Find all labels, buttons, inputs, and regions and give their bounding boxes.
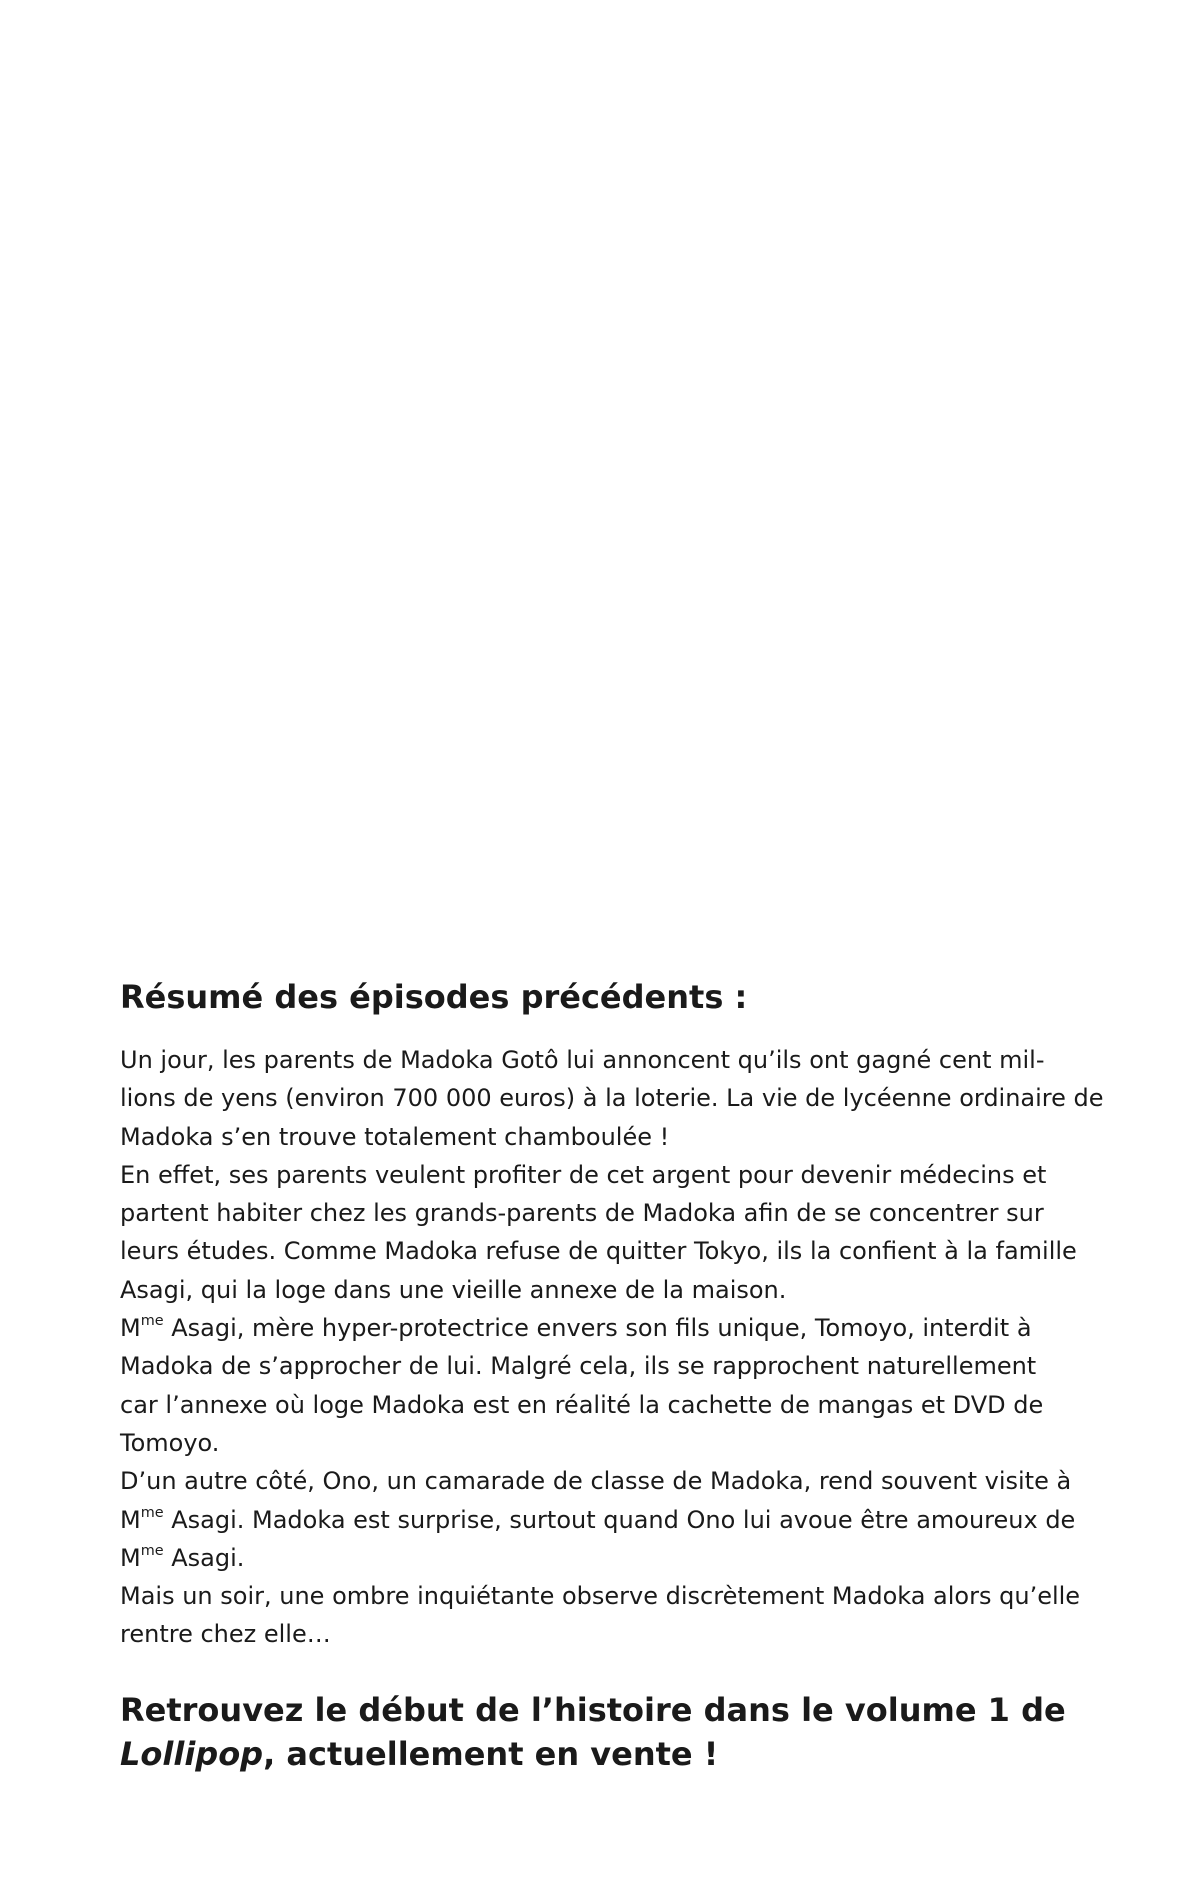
callout-line-1: Retrouvez le début de l’histoire dans le volume 1 de — [120, 1691, 1066, 1729]
summary-line: Un jour, les parents de Madoka Gotô lui annoncent qu’ils ont gagné cent mil- — [120, 1046, 1045, 1074]
summary-line: Asagi, qui la loge dans une vieille annexe de la maison. — [120, 1275, 787, 1304]
superscript-me: me — [140, 1542, 164, 1559]
callout-line-2: Lollipop, actuellement en vente ! — [120, 1735, 719, 1773]
summary-body — [120, 1041, 1130, 1654]
superscript-me: me — [140, 1313, 164, 1330]
summary-line: Madoka de s’approcher de lui. Malgré cela, ils se rapprochent naturellement — [120, 1352, 1037, 1381]
summary-title: Résumé des épisodes précédents : — [120, 978, 748, 1016]
summary-line: $M^{me}$ Asagi, mère hyper-protectrice envers son fils unique, Tomoyo, interdit à — [120, 1313, 1032, 1343]
summary-line: En effet, ses parents veulent profiter de cet argent pour devenir médecins et — [120, 1160, 1047, 1189]
volume-1-callout — [120, 1688, 1130, 1776]
summary-line: D’un autre côté, Ono, un camarade de classe de Madoka, rend souvent visite à — [120, 1467, 1072, 1496]
episode-summary — [120, 975, 1130, 1654]
summary-line: lions de yens (environ 700 000 euros) à la loterie. La vie de lycéenne ordinaire de — [120, 1084, 1104, 1113]
summary-line: Mais un soir, une ombre inquiétante observe discrètement Madoka alors qu’elle — [120, 1582, 1081, 1611]
summary-line: rentre chez elle… — [120, 1620, 331, 1649]
summary-line: Madoka s’en trouve totalement chamboulée ! — [120, 1122, 670, 1151]
summary-line: $M^{me}$ Asagi. Madoka est surprise, surtout quand Ono lui avoue être amoureux de — [120, 1504, 1076, 1534]
summary-line: partent habiter chez les grands-parents de Madoka afin de se concentrer sur — [120, 1199, 1044, 1228]
summary-line: $M^{me}$ Asagi. — [120, 1542, 245, 1572]
summary-line: leurs études. Comme Madoka refuse de quitter Tokyo, ils la confient à la famille — [120, 1237, 1077, 1266]
series-title: Lollipop — [120, 1735, 264, 1773]
summary-line: Tomoyo. — [120, 1428, 220, 1457]
summary-line: car l’annexe où loge Madoka est en réalité la cachette de mangas et DVD de — [120, 1390, 1044, 1419]
superscript-me: me — [140, 1504, 164, 1521]
